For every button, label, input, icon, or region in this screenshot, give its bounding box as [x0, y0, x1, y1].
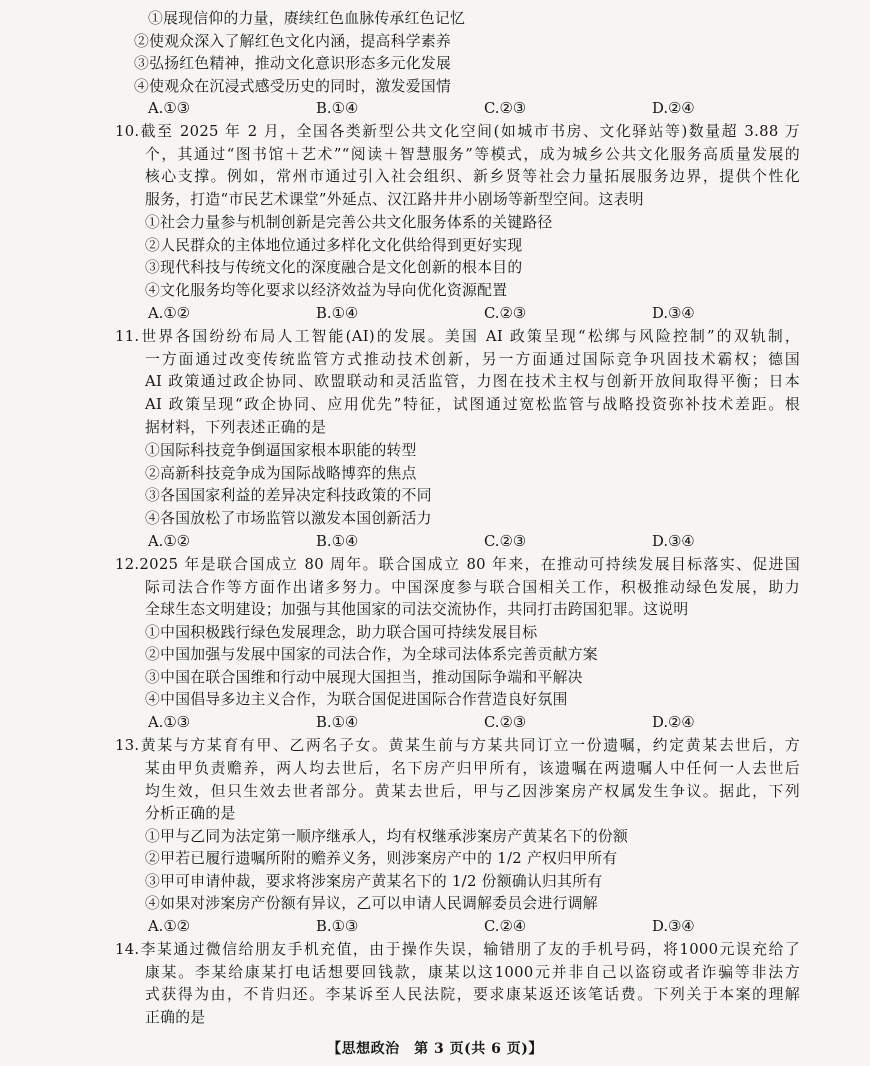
page-footer: 【思想政治 第 3 页(共 6 页)】 [327, 1041, 543, 1057]
answer-option: A.①② [148, 918, 190, 935]
text-line: 均生效，但只生效去世者部分。黄某去世后，甲与乙因涉案房产权属发生争议。据此，下列 [145, 783, 800, 800]
answer-option: D.③④ [652, 305, 695, 322]
text-line: ①国际科技竞争倒逼国家根本职能的转型 [145, 442, 417, 459]
text-line: 某由甲负责赡养，两人均去世后，名下房产归甲所有，该遗嘱在两遗嘱人中任何一人去世后 [145, 760, 800, 777]
answer-option: D.②④ [652, 100, 695, 117]
text-line: 一方面通过改变传统监管方式推动技术创新，另一方面通过国际竞争巩固技术霸权；德国 [145, 351, 800, 368]
answer-option: C.②③ [484, 533, 527, 550]
text-line: ④使观众在沉浸式感受历史的同时，激发爱国情 [134, 78, 452, 95]
answer-option: A.①③ [148, 714, 190, 731]
text-line: 14.李某通过微信给朋友手机充值，由于操作失误，输错朋了友的手机号码，将1000元误充给了 [115, 941, 800, 958]
text-line: ④文化服务均等化要求以经济效益为导向优化资源配置 [145, 282, 508, 299]
text-line: ②甲若已履行遗嘱所附的赡养义务，则涉案房产中的 1/2 产权归甲所有 [145, 850, 618, 867]
text-line: 13.黄某与方某育有甲、乙两名子女。黄某生前与方某共同订立一份遗嘱，约定黄某去世后，方 [115, 737, 800, 754]
answer-option: A.①② [148, 533, 190, 550]
answer-option: A.①③ [148, 100, 190, 117]
text-line: 正确的是 [145, 1009, 206, 1026]
text-line: 核心支撑。例如，常州市通过引入社会组织、新乡贤等社会力量拓展服务边界，提供个性化 [145, 168, 800, 185]
text-line: ②高新科技竞争成为国际战略博弈的焦点 [145, 465, 417, 482]
text-line: ①甲与乙同为法定第一顺序继承人，均有权继承涉案房产黄某名下的份额 [145, 828, 629, 845]
text-line: 际司法合作等方面作出诸多努力。中国深度参与联合国相关工作，积极推动绿色发展，助力 [145, 579, 800, 596]
text-line: ①社会力量参与机制创新是完善公共文化服务体系的关键路径 [145, 214, 553, 231]
answer-option: B.①④ [316, 714, 359, 731]
answer-option: D.②④ [652, 714, 695, 731]
text-line: 康某。李某给康某打电话想要回钱款，康某以这1000元并非自己以盗窃或者诈骗等非法方 [145, 964, 800, 981]
answer-option: D.③④ [652, 533, 695, 550]
text-line: ④如果对涉案房产份额有异议，乙可以申请人民调解委员会进行调解 [145, 895, 598, 912]
text-line: ②使观众深入了解红色文化内涵，提高科学素养 [134, 33, 452, 50]
text-line: ③弘扬红色精神，推动文化意识形态多元化发展 [134, 55, 452, 72]
answer-option: B.①④ [316, 533, 359, 550]
text-line: 服务，打造“市民艺术课堂”外延点、汉江路井井小剧场等新型空间。这表明 [145, 191, 644, 208]
answer-option: C.②③ [484, 100, 527, 117]
text-line: AI 政策通过政企协同、欧盟联动和灵活监管，力图在技术主权与创新开放间取得平衡；日本 [145, 373, 800, 390]
text-line: 式获得为由，不肯归还。李某诉至人民法院，要求康某返还该笔话费。下列关于本案的理解 [145, 986, 800, 1003]
answer-option: C.②③ [484, 714, 527, 731]
answer-option: B.①④ [316, 100, 359, 117]
answer-option: B.①④ [316, 305, 359, 322]
text-line: 个，其通过“图书馆＋艺术”“阅读＋智慧服务”等模式，成为城乡公共文化服务高质量发展的 [145, 146, 800, 163]
text-line: 10.截至 2025 年 2 月，全国各类新型公共文化空间(如城市书房、文化驿站等)数量超 3.88 万 [115, 123, 800, 140]
text-line: ②人民群众的主体地位通过多样化文化供给得到更好实现 [145, 237, 523, 254]
text-line: ②中国加强与发展中国家的司法合作，为全球司法体系完善贡献方案 [145, 646, 598, 663]
text-line: ①中国积极践行绿色发展理念，助力联合国可持续发展目标 [145, 624, 538, 641]
answer-option: A.①② [148, 305, 190, 322]
text-line: 全球生态文明建设；加强与其他国家的司法交流协作，共同打击跨国犯罪。这说明 [145, 601, 689, 618]
answer-option: C.②③ [484, 305, 527, 322]
text-line: ③现代科技与传统文化的深度融合是文化创新的根本目的 [145, 259, 523, 276]
answer-option: C.②④ [484, 918, 527, 935]
text-line: ④中国倡导多边主义合作，为联合国促进国际合作营造良好氛围 [145, 691, 568, 708]
text-line: ④各国放松了市场监管以激发本国创新活力 [145, 510, 432, 527]
text-line: ③各国国家利益的差异决定科技政策的不同 [145, 487, 432, 504]
answer-option: D.③④ [652, 918, 695, 935]
text-line: ①展现信仰的力量，赓续红色血脉传承红色记忆 [148, 10, 466, 27]
text-line: 分析正确的是 [145, 805, 236, 822]
answer-option: B.①③ [316, 918, 359, 935]
text-line: ③甲可申请仲裁，要求将涉案房产黄某名下的 1/2 份额确认归其所有 [145, 873, 603, 890]
text-line: ③中国在联合国维和行动中展现大国担当，推动国际争端和平解决 [145, 669, 583, 686]
text-line: 据材料，下列表述正确的是 [145, 419, 327, 436]
text-line: AI 政策呈现“政企协同、应用优先”特征，试图通过宽松监管与战略投资弥补技术差距。根 [145, 396, 800, 413]
text-line: 11.世界各国纷纷布局人工智能(AI)的发展。美国 AI 政策呈现“松绑与风险控制”的双轨制， [115, 328, 800, 345]
text-line: 12.2025 年是联合国成立 80 周年。联合国成立 80 年来，在推动可持续发展目标落实、促进国 [115, 556, 800, 573]
